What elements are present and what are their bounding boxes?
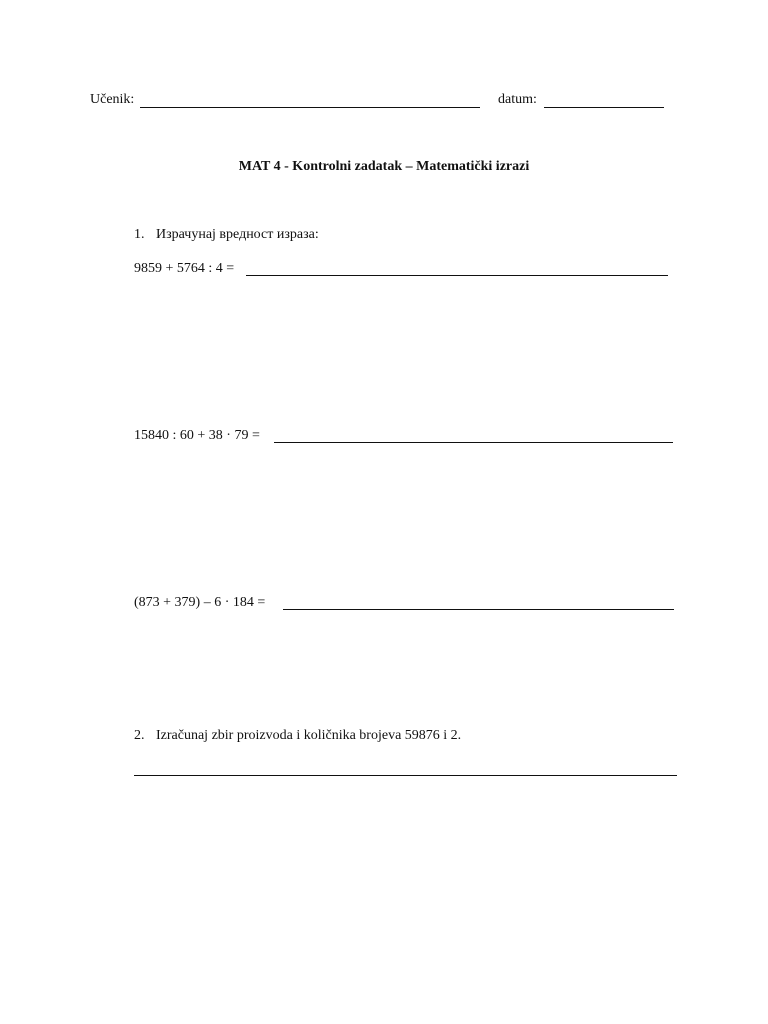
- task2-number: 2.: [134, 728, 145, 743]
- expression-3: (873 + 379) – 6 · 184 =: [134, 595, 266, 610]
- task2-instruction: Izračunaj zbir proizvoda i količnika brojeva 59876 i 2.: [156, 728, 462, 743]
- date-label: datum:: [498, 92, 537, 107]
- worksheet-title: MAT 4 - Kontrolni zadatak – Matematički izrazi: [238, 159, 530, 174]
- answer-line-1[interactable]: [246, 275, 668, 276]
- expression-2: 15840 : 60 + 38 · 79 =: [134, 428, 260, 443]
- answer-line-4[interactable]: [134, 775, 677, 776]
- date-line[interactable]: [544, 107, 664, 108]
- answer-line-2[interactable]: [274, 442, 673, 443]
- student-name-line[interactable]: [140, 107, 480, 108]
- task1-heading: [134, 227, 319, 243]
- task1-number: 1.: [134, 227, 145, 242]
- expression-1: 9859 + 5764 : 4 =: [134, 261, 235, 276]
- student-label: Učenik:: [90, 92, 135, 107]
- answer-line-3[interactable]: [283, 609, 674, 610]
- task1-instruction: Израчунај вредност израза:: [156, 227, 319, 242]
- task2-heading: [134, 728, 461, 744]
